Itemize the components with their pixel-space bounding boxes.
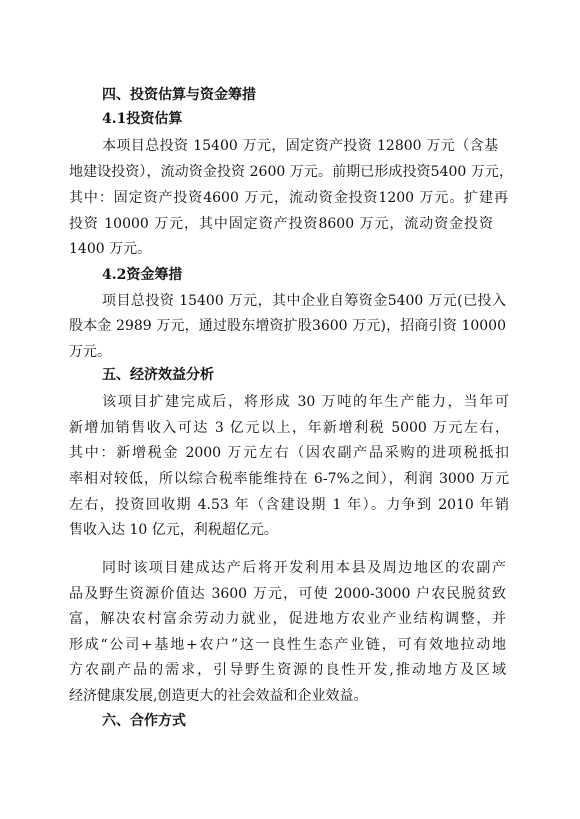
paragraph-line: 股本金 2989 万元，通过股东增资扩股3600 万元)，招商引资 10000: [69, 318, 506, 334]
paragraph-line: 方农副产品的需求，引导野生资源的良性开发,推动地方及区域: [69, 662, 506, 678]
paragraph-line: 经济健康发展,创造更大的社会效益和企业效益。: [69, 688, 368, 704]
paragraph-line: 地建设投资），流动资金投资 2600 万元。前期已形成投资5400 万元，: [69, 164, 513, 180]
section-6-heading: 六、合作方式: [102, 713, 186, 729]
subsection-4-2-heading: 4.2资金筹措: [102, 267, 183, 283]
paragraph-line: 投资 10000 万元，其中固定资产投资8600 万元，流动资金投资: [69, 216, 493, 232]
paragraph-line: 万元。: [69, 344, 111, 360]
paragraph-line: 同时该项目建成达产后将开发利用本县及周边地区的农副产: [102, 560, 506, 576]
paragraph-line: 本项目总投资 15400 万元，固定资产投资 12800 万元（含基: [102, 138, 498, 154]
paragraph-line: 1400 万元。: [69, 241, 152, 257]
subsection-4-1-heading: 4.1投资估算: [102, 111, 183, 127]
paragraph-line: 新增加销售收入可达 3 亿元以上，年新增利税 5000 万元左右，: [69, 420, 509, 436]
paragraph-line: 品及野生资源价值达 3600 万元，可使 2000-3000 户农民脱贫致: [69, 586, 506, 602]
paragraph-line: 其中：固定资产投资4600 万元，流动资金投资1200 万元。扩建再: [69, 190, 508, 206]
paragraph-line: 左右，投资回收期 4.53 年（含建设期 1 年）。力争到 2010 年销: [69, 497, 509, 513]
paragraph-line: 率相对较低，所以综合税率能维持在 6-7%之间），利润 3000 万元: [69, 471, 509, 487]
section-4-heading: 四、投资估算与资金筹措: [102, 87, 256, 103]
paragraph-line: 该项目扩建完成后，将形成 30 万吨的年生产能力，当年可: [102, 394, 509, 410]
paragraph-line: 项目总投资 15400 万元，其中企业自筹资金5400 万元(已投入: [102, 293, 506, 309]
paragraph-line: 售收入达 10 亿元，利税超亿元。: [69, 522, 278, 538]
paragraph-line: 富，解决农村富余劳动力就业，促进地方农业产业结构调整，并: [69, 611, 506, 627]
paragraph-line: 其中：新增税金 2000 万元左右（因农副产品采购的进项税抵扣: [69, 445, 509, 461]
paragraph-line: 形成“公司+基地+农户”这一良性生态产业链，可有效地拉动地: [69, 637, 506, 653]
section-5-heading: 五、经济效益分析: [102, 367, 214, 383]
